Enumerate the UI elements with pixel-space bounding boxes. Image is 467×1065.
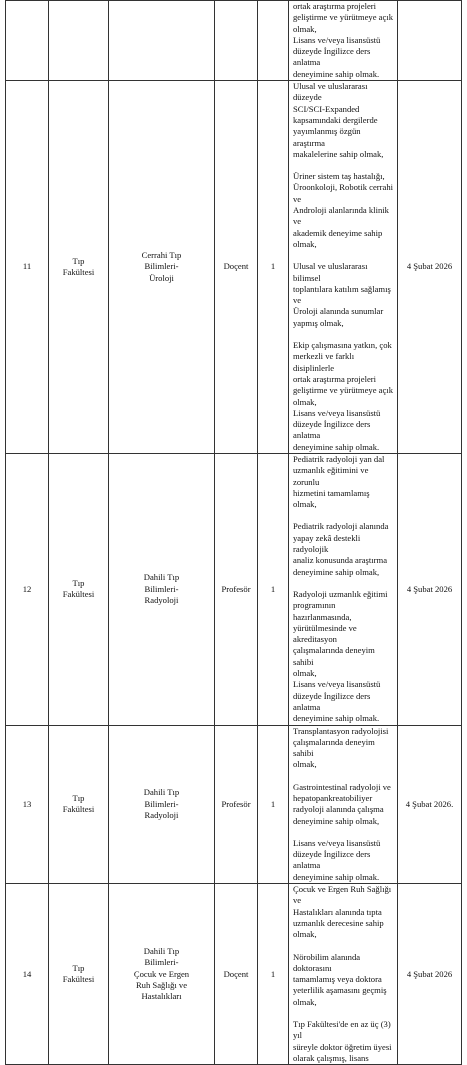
cell-title-text: Profesör bbox=[221, 583, 251, 594]
cell-department bbox=[109, 81, 215, 454]
cell-conditions bbox=[289, 1, 398, 81]
condition-paragraph: Nörobilim alanında doktorasını tamamlamış veya doktora yeterlilik aşamasını geçmiş olmak, bbox=[293, 951, 387, 1007]
cell-department bbox=[109, 884, 215, 1065]
cell-faculty-text: Tıp Fakültesi bbox=[62, 255, 95, 278]
cell-no-text: 12 bbox=[22, 583, 32, 594]
cell-date bbox=[398, 1, 462, 81]
cell-department-text: Dahili Tıp Bilimleri- Çocuk ve Ergen Ruh Sağlığı ve Hastalıkları bbox=[133, 945, 190, 1002]
cell-conditions bbox=[289, 884, 398, 1065]
cell-count-text: 1 bbox=[270, 583, 276, 594]
condition-paragraph: Ekip çalışmasına yatkın, çok merkezli ve farklı disiplinlerle ortak araştırma projeleri geliştirme ve yürütmeye açık olmak, Lisans ve/veya lisansüstü düzeyde İngilizce ders anlatma deneyimine sahip olmak. bbox=[293, 340, 393, 452]
cell-title-text: Doçent bbox=[223, 968, 249, 979]
table-row bbox=[6, 884, 462, 1065]
condition-paragraph: ortak araştırma projeleri geliştirme ve yürütmeye açık olmak, Lisans ve/veya lisansüstü düzeyde İngilizce ders anlatma deneyimine sahip olmak. bbox=[293, 1, 393, 79]
condition-paragraph: Transplantasyon radyolojisi çalışmalarında deneyim sahibi olmak, bbox=[293, 725, 389, 770]
cell-count bbox=[258, 725, 289, 884]
cell-title bbox=[215, 81, 258, 454]
cell-title bbox=[215, 453, 258, 725]
cell-date-text: 4 Şubat 2026 bbox=[406, 968, 453, 979]
cell-department bbox=[109, 725, 215, 884]
cell-no bbox=[6, 81, 49, 454]
condition-paragraph: Tıp Fakültesi'de en az üç (3) yıl süreyle doktor öğretim üyesi olarak çalışmış, lisans bbox=[293, 1019, 392, 1063]
cell-no-text: 13 bbox=[22, 798, 32, 809]
cell-no bbox=[6, 453, 49, 725]
cell-count bbox=[258, 884, 289, 1065]
cell-count bbox=[258, 1, 289, 81]
condition-paragraph: Üriner sistem taş hastalığı, Üroonkoloji, Robotik cerrahi ve Androloji alanlarında klinik ve akademik deneyime sahip olmak, bbox=[293, 171, 394, 249]
cell-count-text: 1 bbox=[270, 968, 276, 979]
condition-paragraph: Çocuk ve Ergen Ruh Sağlığı ve Hastalıkları alanında tıpta uzmanlık derecesine sahip olmak, bbox=[293, 884, 392, 940]
cell-no bbox=[6, 884, 49, 1065]
cell-date bbox=[398, 453, 462, 725]
condition-paragraph: Pediatrik radyoloji alanında yapay zekâ destekli radyolojik analiz konusunda araştırma deneyimine sahip olmak, bbox=[293, 521, 389, 577]
cell-date-text: 4 Şubat 2026 bbox=[406, 261, 453, 272]
cell-conditions bbox=[289, 725, 398, 884]
cell-department-text: Dahili Tıp Bilimleri- Radyoloji bbox=[143, 787, 180, 820]
cell-date-text: 4 Şubat 2026. bbox=[405, 798, 454, 809]
table-row bbox=[6, 1, 462, 81]
cell-department-text: Dahili Tıp Bilimleri- Radyoloji bbox=[143, 572, 180, 605]
cell-date bbox=[398, 725, 462, 884]
cell-faculty bbox=[49, 453, 109, 725]
cell-department bbox=[109, 453, 215, 725]
positions-table bbox=[5, 0, 462, 1065]
cell-faculty bbox=[49, 884, 109, 1065]
cell-faculty-text: Tıp Fakültesi bbox=[62, 962, 95, 985]
cell-title-text: Doçent bbox=[223, 261, 249, 272]
cell-count bbox=[258, 453, 289, 725]
table-row bbox=[6, 725, 462, 884]
cell-no bbox=[6, 1, 49, 81]
table-row bbox=[6, 453, 462, 725]
cell-faculty-text: Tıp Fakültesi bbox=[62, 577, 95, 600]
cell-faculty bbox=[49, 1, 109, 81]
cell-conditions bbox=[289, 81, 398, 454]
condition-paragraph: Ulusal ve uluslararası bilimsel toplantılara katılım sağlamış ve Üroloji alanında sunumlar yapmış olmak, bbox=[293, 261, 391, 328]
cell-date bbox=[398, 81, 462, 454]
cell-title bbox=[215, 1, 258, 81]
cell-no-text: 11 bbox=[22, 261, 32, 272]
cell-no-text: 14 bbox=[22, 968, 32, 979]
cell-date bbox=[398, 884, 462, 1065]
cell-count-text: 1 bbox=[270, 798, 276, 809]
positions-table-body bbox=[6, 1, 462, 1065]
cell-title-text: Profesör bbox=[221, 798, 251, 809]
condition-paragraph: Lisans ve/veya lisansüstü düzeyde İngilizce ders anlatma deneyimine sahip olmak. bbox=[293, 837, 381, 882]
condition-paragraph: Radyoloji uzmanlık eğitimi programının hazırlanmasında, yürütülmesinde ve akreditasyon çalışmalarında deneyim sahibi olmak, Lisans ve/veya lisansüstü düzeyde İngilizce ders anlatma deneyimine sahip olmak. bbox=[293, 588, 388, 724]
condition-paragraph: Pediatrik radyoloji yan dal uzmanlık eğitimini ve zorunlu hizmetini tamamlamış olmak, bbox=[293, 453, 385, 510]
cell-department bbox=[109, 1, 215, 81]
cell-count-text: 1 bbox=[270, 261, 276, 272]
condition-paragraph: Gastrointestinal radyoloji ve hepatopankreatobiliyer radyoloji alanında çalışma deneyimine sahip olmak, bbox=[293, 781, 391, 826]
cell-title bbox=[215, 884, 258, 1065]
cell-faculty bbox=[49, 81, 109, 454]
cell-department-text: Cerrahi Tıp Bilimleri- Üroloji bbox=[141, 250, 182, 283]
cell-conditions bbox=[289, 453, 398, 725]
cell-title bbox=[215, 725, 258, 884]
condition-paragraph: Ulusal ve uluslararası düzeyde SCI/SCI-Expanded kapsamındaki dergilerde yayımlanmış özgün araştırma makalelerine sahip olmak, bbox=[293, 81, 384, 159]
cell-date-text: 4 Şubat 2026 bbox=[406, 583, 453, 594]
cell-no bbox=[6, 725, 49, 884]
cell-faculty bbox=[49, 725, 109, 884]
cell-faculty-text: Tıp Fakültesi bbox=[62, 793, 95, 815]
table-row bbox=[6, 81, 462, 454]
cell-count bbox=[258, 81, 289, 454]
